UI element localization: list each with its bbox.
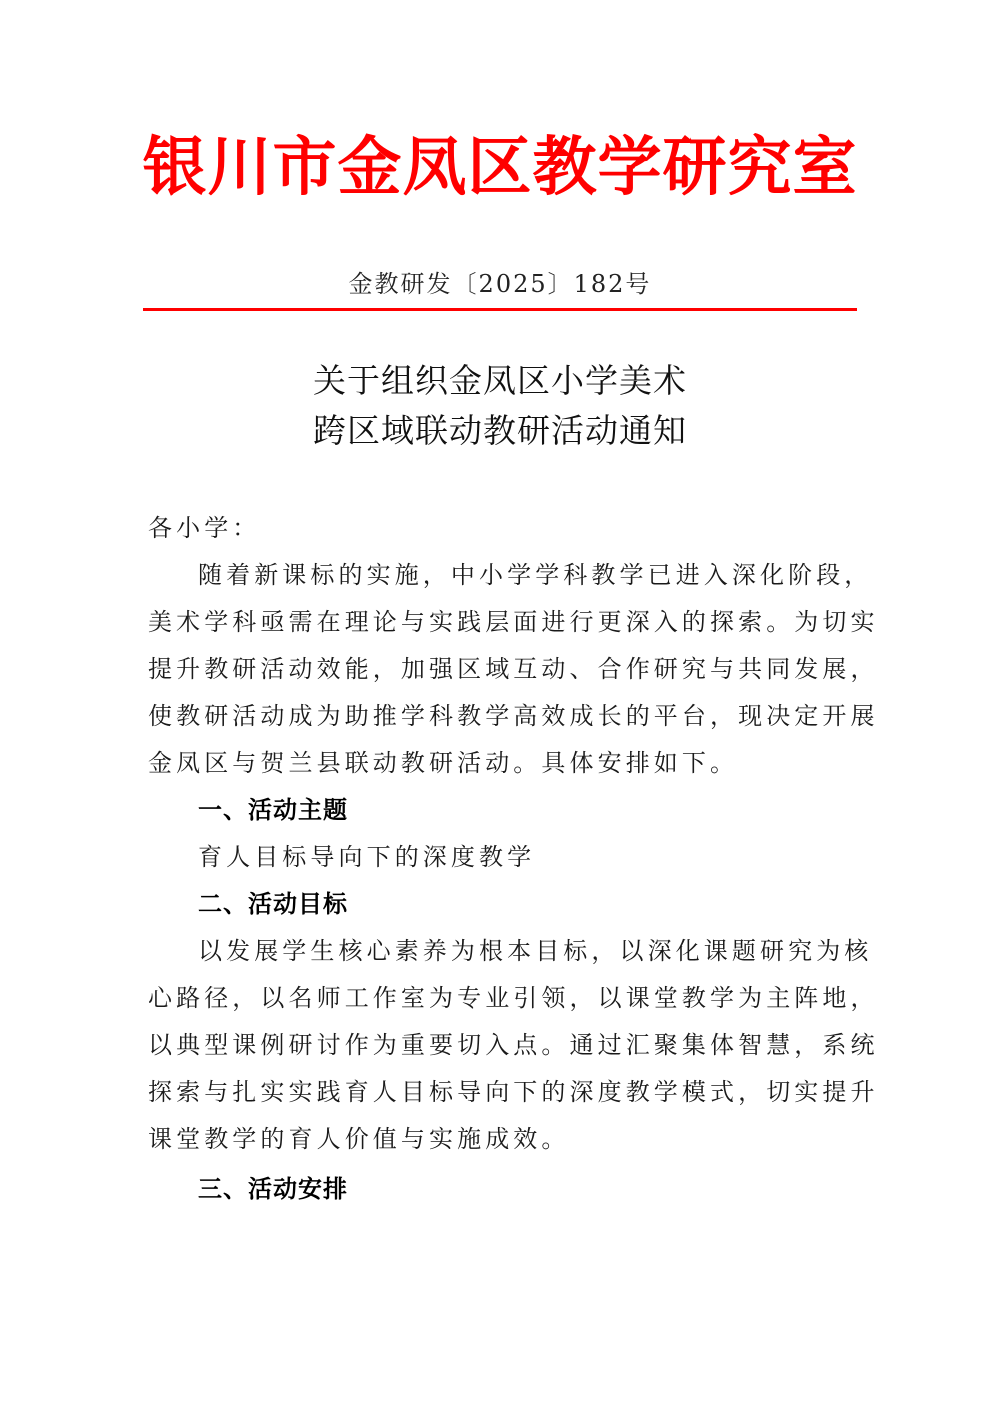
- title-line-2: 跨区域联动教研活动通知: [313, 411, 687, 450]
- goals-line-3: 以典型课例研讨作为重要切入点。通过汇聚集体智慧，系统: [148, 1031, 879, 1059]
- section-heading-theme: 一、活动主题: [198, 796, 348, 824]
- intro-line-2: 美术学科亟需在理论与实践层面进行更深入的探索。为切实: [148, 608, 879, 636]
- section-heading-arrangement: 三、活动安排: [198, 1175, 348, 1203]
- intro-line-1: 随着新课标的实施，中小学学科教学已进入深化阶段，: [198, 561, 873, 589]
- section-heading-goals: 二、活动目标: [198, 890, 348, 918]
- goals-line-1: 以发展学生核心素养为根本目标，以深化课题研究为核: [198, 937, 873, 965]
- document-title: [0, 356, 1000, 456]
- section-theme-text: 育人目标导向下的深度教学: [198, 843, 536, 871]
- title-line-1: 关于组织金凤区小学美术: [313, 361, 687, 400]
- document-number: 金教研发〔2025〕182号: [348, 270, 652, 298]
- goals-line-4: 探索与扎实实践育人目标导向下的深度教学模式，切实提升: [148, 1078, 879, 1106]
- document-body: [148, 505, 879, 1213]
- goals-line-5: 课堂教学的育人价值与实施成效。: [148, 1125, 570, 1153]
- goals-line-2: 心路径，以名师工作室为专业引领，以课堂教学为主阵地，: [148, 984, 879, 1012]
- issuing-organization-header: 银川市金凤区教学研究室: [142, 131, 858, 205]
- red-divider-line: [143, 308, 857, 311]
- intro-line-3: 提升教研活动效能，加强区域互动、合作研究与共同发展，: [148, 655, 879, 683]
- salutation: 各小学：: [148, 514, 261, 542]
- intro-line-4: 使教研活动成为助推学科教学高效成长的平台，现决定开展: [148, 702, 879, 730]
- intro-line-5: 金凤区与贺兰县联动教研活动。具体安排如下。: [148, 749, 739, 777]
